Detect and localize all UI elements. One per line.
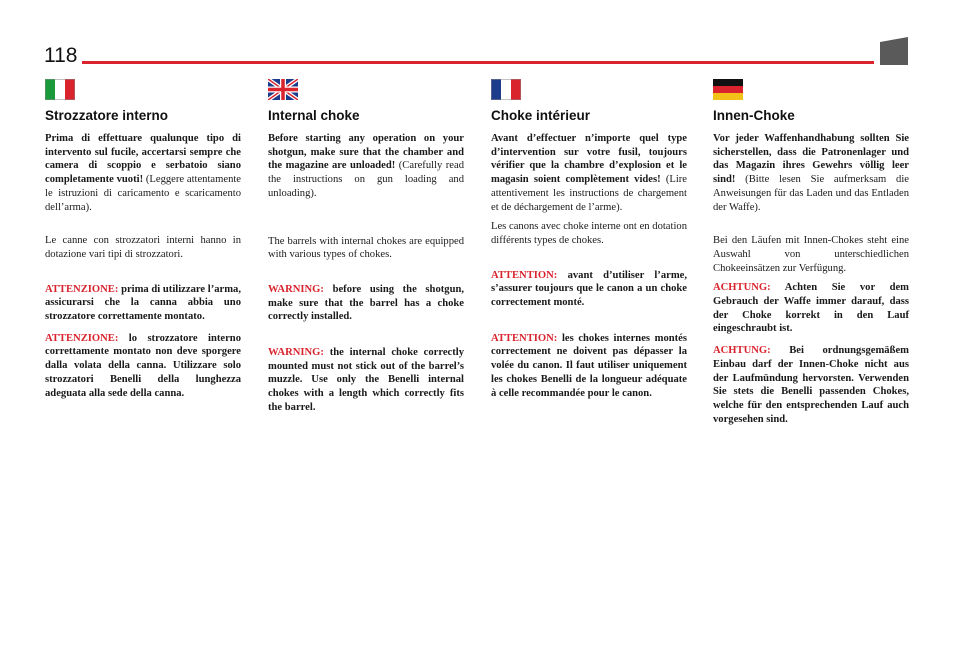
warning-paragraph-2 xyxy=(268,346,464,415)
intro-paragraph xyxy=(45,132,241,214)
intro-bold: Vor jeder Waffenhandhabung sollten Sie sicherstellen, dass die Patronenlager und das Magazin ihres Gewehrs völlig leer sind! xyxy=(713,133,909,186)
warning-text: the internal choke correctly mounted must not stick out of the barrel’s muzzle. Use only the Benelli internal chokes with a length which correctly fits the barrel. xyxy=(268,347,464,413)
warning-paragraph-2 xyxy=(713,344,909,426)
france-flag-icon xyxy=(491,79,521,100)
intro-normal: (Lire attentivement les instructions de chargement et de déchargement de l’arme). xyxy=(491,174,688,213)
intro-bold: Prima di effettuare qualunque tipo di intervento sul fucile, accertarsi sempre che camera di scoppio e serbatoio siano completamente vuoti! xyxy=(45,133,241,186)
corner-tab-icon xyxy=(880,37,908,65)
warning-label: WARNING: xyxy=(268,283,324,295)
column-italian xyxy=(45,79,241,400)
warning-paragraph-1 xyxy=(268,283,464,324)
section-heading: Strozzatore interno xyxy=(45,108,169,123)
intro-normal: (Carefully read the instructions on gun loading and unloading). xyxy=(268,160,464,199)
warning-paragraph-2 xyxy=(491,332,687,401)
warning-text: Bei ordnungsgemäßem Einbau darf der Innen-Choke nicht aus der Laufmündung hervorsten. Verwenden Sie stets die Benelli passenden Chokes, welche für den entsprechenden Lauf auch vorgesehen sind. xyxy=(713,345,909,425)
intro-bold: Avant d’effectuer n’importe quel type d’intervention sur votre fusil, toujours vérifier que la chambre d’explosion et le magasin soient complètement vides! xyxy=(491,133,687,186)
intro-normal: (Leggere attentamente le istruzioni di caricamento e scaricamento dell’arma). xyxy=(45,174,242,213)
intro-paragraph xyxy=(491,132,687,214)
intro-paragraph xyxy=(713,132,909,214)
warning-text: les chokes internes montés correctement ne doivent pas dépasser la volée du canon. Il faut utiliser uniquement les chokes Benelli de la longueur adéquate à celle recommandée pour le canon. xyxy=(491,332,687,399)
uk-flag-icon xyxy=(268,79,298,100)
info-paragraph: Bei den Läufen mit Innen-Chokes steht eine Auswahl von unterschiedlichen Chokeeinsätzen zur Verfügung. xyxy=(713,235,909,274)
section-heading: Choke intérieur xyxy=(491,108,591,123)
info-paragraph: Les canons avec choke interne ont en dotation différents types de chokes. xyxy=(491,221,687,246)
info-paragraph: Le canne con strozzatori interni hanno in dotazione vari tipi di strozzatori. xyxy=(45,235,241,260)
section-heading: Internal choke xyxy=(268,108,360,123)
warning-text: avant d’utiliser l’arme, s’assurer toujours que le canon a un choke correctement monté. xyxy=(491,269,687,309)
column-english xyxy=(268,79,464,415)
warning-paragraph-1 xyxy=(45,283,241,324)
warning-text: prima di utilizzare l’arma, assicurarsi che la canna abbia uno strozzatore correttamente montato. xyxy=(45,283,241,323)
warning-paragraph-1 xyxy=(713,281,909,336)
warning-paragraph-1 xyxy=(491,269,687,310)
warning-label: ATTENTION: xyxy=(491,269,558,281)
italy-flag-icon xyxy=(45,79,75,100)
warning-text: Achten Sie vor dem Gebrauch der Waffe immer darauf, dass der Choke korrekt in den Lauf eingeschraubt ist. xyxy=(713,282,909,335)
warning-paragraph-2 xyxy=(45,332,241,401)
intro-normal: (Bitte lesen Sie aufmerksam die Anweisungen für das Laden und das Entladen der Waffe). xyxy=(713,174,909,213)
info-paragraph: The barrels with internal chokes are equipped with various types of chokes. xyxy=(268,235,464,261)
warning-label: ATTENTION: xyxy=(491,332,558,344)
warning-text: before using the shotgun, make sure that the barrel has a choke correctly installed. xyxy=(268,283,464,323)
warning-label: ACHTUNG: xyxy=(713,345,771,357)
header-rule xyxy=(82,61,874,64)
section-heading: Innen-Choke xyxy=(713,108,795,123)
warning-label: WARNING: xyxy=(268,347,324,359)
page-number: 118 xyxy=(44,44,78,67)
column-german xyxy=(713,79,909,426)
warning-label: ATTENZIONE: xyxy=(45,283,119,295)
warning-label: ATTENZIONE: xyxy=(45,332,119,344)
intro-bold: Before starting any operation on your shotgun, make sure that the chamber and the magazine are unloaded! xyxy=(268,133,464,172)
intro-paragraph xyxy=(268,132,464,201)
warning-label: ACHTUNG: xyxy=(713,282,771,294)
warning-text: lo strozzatore interno correttamente montato non deve sporgere dalla volata della canna. Utilizzare solo strozzatori Benelli della lunghezza adeguata alla sede della canna. xyxy=(45,332,241,399)
column-french xyxy=(491,79,687,400)
germany-flag-icon xyxy=(713,79,743,100)
